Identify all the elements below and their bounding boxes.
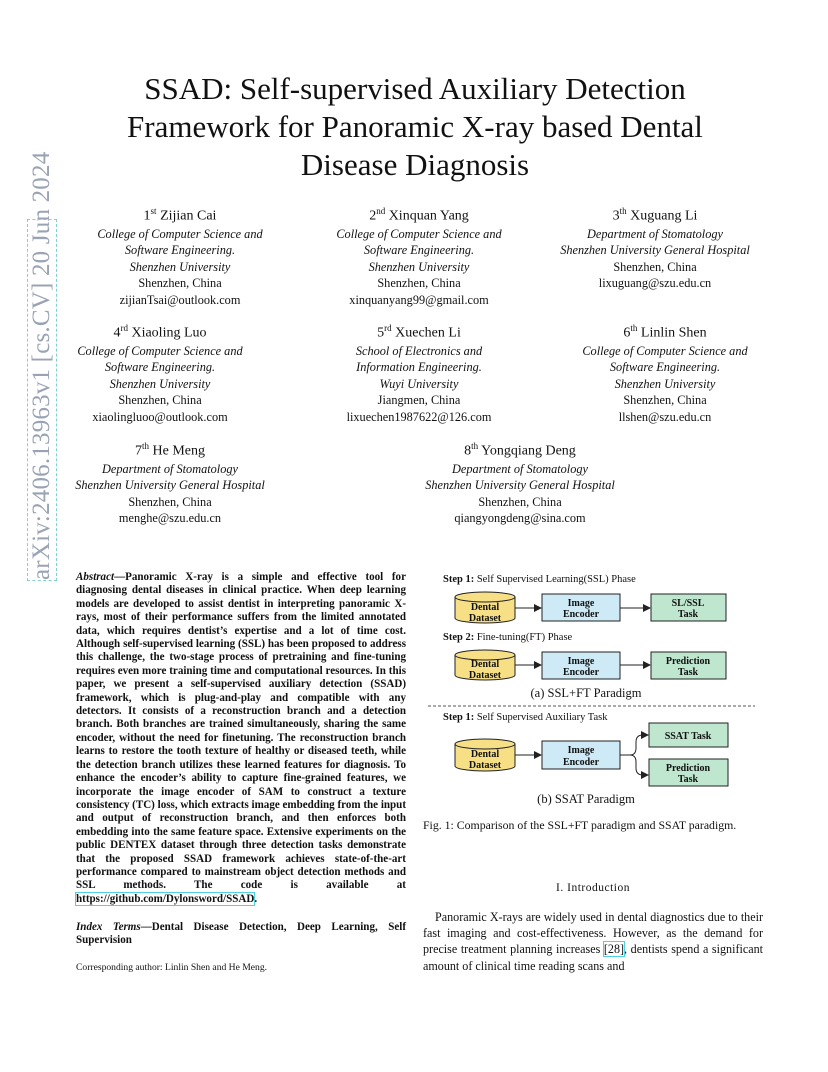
author-name: 2nd Xinquan Yang <box>369 206 469 224</box>
citation-link[interactable]: [28] <box>603 942 625 957</box>
ssat-task-box <box>649 723 728 747</box>
author-email: lixuechen1987622@126.com <box>346 409 492 424</box>
corresponding-author-footnote: Corresponding author: Linlin Shen and He Meng. <box>76 962 268 973</box>
svg-text:Prediction: Prediction <box>665 656 711 667</box>
figure-1-caption: Fig. 1: Comparison of the SSL+FT paradigm and SSAT paradigm. <box>423 818 737 832</box>
author-affiliation: College of Computer Science and <box>77 343 243 358</box>
author-name: 4rd Xiaoling Luo <box>113 323 207 341</box>
ssl-task-box <box>651 594 726 621</box>
svg-text:Dataset: Dataset <box>468 670 502 681</box>
index-terms-label: Index Terms <box>76 921 141 933</box>
index-terms-text: —Dental Disease Detection, Deep Learning, Self Supervision <box>76 921 407 947</box>
author-affiliation: Department of Stomatology <box>587 226 723 241</box>
author-name: 7th He Meng <box>134 441 205 459</box>
author-location: Shenzhen, China <box>377 276 461 291</box>
author-location: Shenzhen, China <box>138 276 222 291</box>
author-name: 8th Yongqiang Deng <box>464 441 576 459</box>
author-affiliation: Wuyi University <box>379 376 459 391</box>
author-affiliation: College of Computer Science and <box>97 226 263 241</box>
author-affiliation: School of Electronics and <box>355 343 483 358</box>
svg-text:SSAT Task: SSAT Task <box>664 731 712 742</box>
author-block <box>50 319 270 425</box>
section-heading-introduction: I. Introduction <box>556 882 630 894</box>
author-affiliation: Department of Stomatology <box>102 461 238 476</box>
author-email: qiangyongdeng@sina.com <box>454 511 586 526</box>
author-location: Jiangmen, China <box>377 393 461 408</box>
author-block <box>50 437 290 527</box>
author-affiliation: Shenzhen University General Hospital <box>560 243 750 258</box>
author-location: Shenzhen, China <box>128 494 212 509</box>
author-location: Shenzhen, China <box>613 259 697 274</box>
code-link[interactable]: https://github.com/Dylonsword/SSAD <box>76 892 255 905</box>
author-affiliation: Shenzhen University <box>109 376 211 391</box>
index-terms <box>76 921 406 948</box>
svg-text:Task: Task <box>677 667 699 678</box>
title-line: Framework for Panoramic X-ray based Dental <box>127 109 703 144</box>
caption-b: (b) SSAT Paradigm <box>537 792 635 806</box>
author-email: menghe@szu.edu.cn <box>118 511 222 526</box>
svg-text:Task: Task <box>677 774 699 785</box>
title-line: SSAD: Self-supervised Auxiliary Detection <box>144 71 686 106</box>
step1-ssl-label: Step 1: Self Supervised Learning(SSL) Phase <box>443 574 636 585</box>
svg-text:Dataset: Dataset <box>468 760 502 771</box>
svg-text:Prediction: Prediction <box>665 763 711 774</box>
svg-text:Encoder: Encoder <box>562 667 600 678</box>
svg-text:Task: Task <box>677 609 699 620</box>
author-affiliation: Shenzhen University <box>368 259 470 274</box>
caption-a: (a) SSL+FT Paradigm <box>530 686 642 700</box>
svg-text:Dental: Dental <box>470 659 500 670</box>
abstract-text: —Panoramic X-ray is a simple and effective tool for diagnosing dental diseases in clinical practice. When deep learning models are developed to assist dentist in interpreting panoramic X-rays, most of their performance suffers from the limited annotated data, which requires dentist’s expertise and a lot of time cost. Although self-supervised learning (SSL) has been proposed to address this challenge, the two-stage process of pretraining and fine-tuning requires even more training time and computational resources. In this paper, we present a self-supervised auxiliary detection (SSAD) framework, which is plug-and-play and compatible with any detectors. It consists of a reconstruction branch and a detection branch. Both branches are trained simultaneously, sharing the same encoder, without the need for finetuning. The reconstruction branch learns to restore the tooth texture of healthy or diseased teeth, while the detection branch utilizes these learned features for diagnosis. To enhance the encoder’s ability to capture fine-grained features, we incorporate the image encoder of SAM to construct a texture consistency (TC) loss, which extracts image embedding from the input and output of reconstruction branch, and then enforces both embedding into the same feature space. Extensive experiments on the public DENTEX dataset through three detection tasks demonstrate that the proposed SSAD framework achieves state-of-the-art performance compared to mainstream object detection methods and SSL methods. The code is available at <box>76 571 406 892</box>
author-name: 6th Linlin Shen <box>623 323 707 341</box>
svg-text:Dataset: Dataset <box>468 613 502 624</box>
abstract: Abstract—Panoramic X-ray is a simple and effective tool for diagnosing dental diseases in clinical practice. When deep learning models are developed to assist dentist in interpreting panoramic X-rays, most of their performance suffers from the limited annotated data, which requires dentist’s expertise and a lot of time cost. Although self-supervised learning (SSL) has been proposed to address this challenge, the two-stage process of pretraining and fine-tuning requires even more training time and computational resources. In this paper, we present a self-supervised auxiliary detection (SSAD) framework, which is plug-and-play and compatible with any detectors. It consists of a reconstruction branch and a detection branch. Both branches are trained simultaneously, sharing the same encoder, without the need for finetuning. The reconstruction branch learns to restore the tooth texture of healthy or diseased teeth, while the detection branch utilizes these learned features for diagnosis. To enhance the encoder’s ability to capture fine-grained features, we incorporate the image encoder of SAM to construct a texture consistency (TC) loss, which extracts image embedding from the input and output of reconstruction branch, and then enforces both embedding into the same feature space. Extensive experiments on the public DENTEX dataset through three detection tasks demonstrate that the proposed SSAD framework achieves state-of-the-art performance compared to mainstream object detection methods and SSL methods. The code is available at https://github.com/Dylonsword/SSAD. <box>76 571 406 905</box>
arxiv-identifier-stamp: arXiv:2406.13963v1 [cs.CV] 20 Jun 2024 <box>28 151 55 580</box>
author-block <box>308 319 530 425</box>
paper-title <box>70 70 760 184</box>
author-affiliation: Software Engineering. <box>363 243 475 258</box>
author-name: 5rd Xuechen Li <box>377 323 461 341</box>
author-affiliation: Shenzhen University <box>614 376 716 391</box>
author-affiliation: Shenzhen University General Hospital <box>425 478 615 493</box>
author-block <box>555 319 775 425</box>
author-name: 1st Zijian Cai <box>143 206 217 224</box>
author-location: Shenzhen, China <box>623 393 707 408</box>
image-encoder-box <box>542 741 620 769</box>
author-block <box>400 437 640 527</box>
author-email: lixuguang@szu.edu.cn <box>598 276 712 291</box>
arrow <box>620 735 648 755</box>
author-location: Shenzhen, China <box>478 494 562 509</box>
author-affiliation: Software Engineering. <box>104 360 216 375</box>
svg-text:Encoder: Encoder <box>562 757 600 768</box>
arrow <box>630 755 648 775</box>
dental-dataset-cylinder <box>455 650 515 681</box>
author-affiliation: Software Engineering. <box>609 360 721 375</box>
author-affiliation: College of Computer Science and <box>582 343 748 358</box>
image-encoder-box <box>542 652 620 679</box>
author-block <box>70 202 290 308</box>
author-affiliation: Information Engineering. <box>356 360 482 375</box>
author-email: llshen@szu.edu.cn <box>618 409 712 424</box>
prediction-task-box <box>651 652 726 679</box>
author-affiliation: Department of Stomatology <box>452 461 588 476</box>
svg-text:Encoder: Encoder <box>562 609 600 620</box>
author-affiliation: Software Engineering. <box>124 243 236 258</box>
author-location: Shenzhen, China <box>118 393 202 408</box>
author-affiliation: Shenzhen University General Hospital <box>75 478 265 493</box>
step1-ssat-label: Step 1: Self Supervised Auxiliary Task <box>443 712 608 723</box>
author-block <box>308 202 530 308</box>
title-line: Disease Diagnosis <box>300 147 530 182</box>
svg-text:Dental: Dental <box>470 602 500 613</box>
svg-text:SL/SSL: SL/SSL <box>671 598 705 609</box>
author-email: xiaolingluoo@outlook.com <box>92 409 228 424</box>
author-block <box>540 202 770 292</box>
prediction-task-box <box>649 759 728 786</box>
author-email: zijianTsai@outlook.com <box>119 292 241 307</box>
dental-dataset-cylinder <box>455 739 515 771</box>
author-affiliation: College of Computer Science and <box>336 226 502 241</box>
figure-1-diagram <box>420 568 765 813</box>
dental-dataset-cylinder <box>455 592 515 624</box>
author-name: 3th Xuguang Li <box>612 206 698 224</box>
svg-text:Image: Image <box>567 598 595 609</box>
svg-text:Image: Image <box>567 745 595 756</box>
svg-text:Image: Image <box>567 656 595 667</box>
step2-ft-label: Step 2: Fine-tuning(FT) Phase <box>443 632 573 643</box>
image-encoder-box <box>542 594 620 621</box>
svg-text:Dental: Dental <box>470 749 500 760</box>
author-affiliation: Shenzhen University <box>129 259 231 274</box>
abstract-label: Abstract <box>76 571 115 583</box>
author-email: xinquanyang99@gmail.com <box>349 292 489 307</box>
introduction-text: Panoramic X-rays are widely used in dental diagnostics due to their fast imaging and cost-effectiveness. However, as the demand for precise treatment planning increases [28], dentists spend a significant amount of clinical time reading scans and <box>423 910 763 973</box>
